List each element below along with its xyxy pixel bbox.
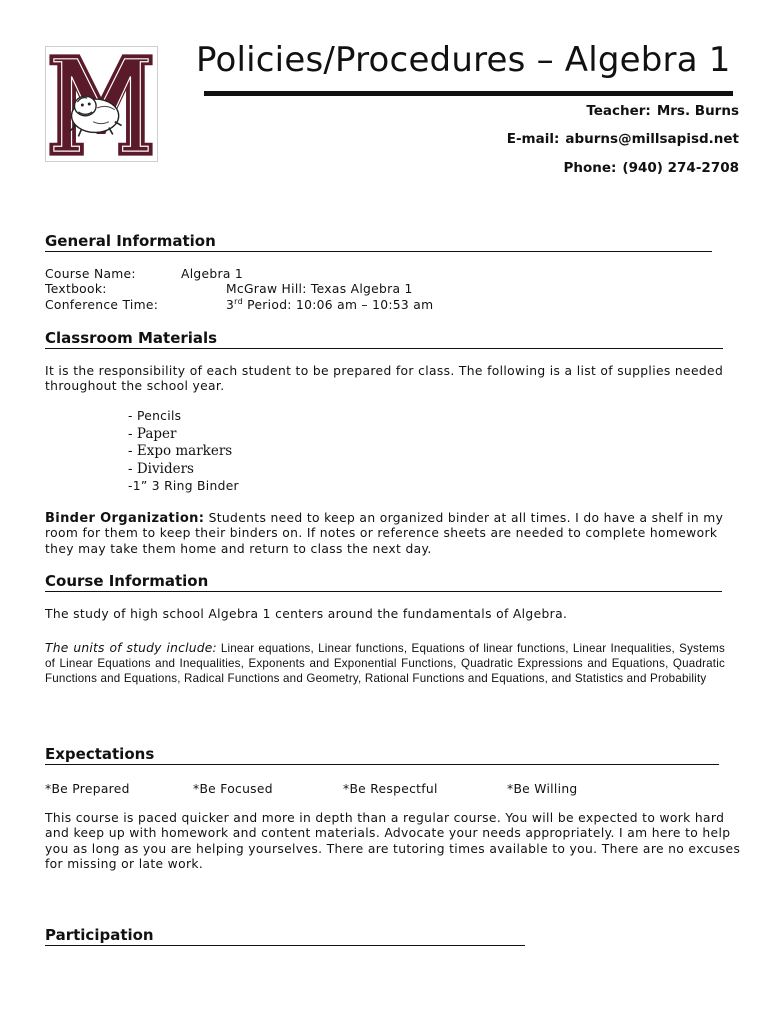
- binder-organization-label: Binder Organization:: [45, 511, 205, 526]
- units-of-study: [45, 641, 725, 686]
- school-logo: [45, 46, 158, 162]
- phone-label: Phone:: [563, 160, 617, 176]
- title-underline: [204, 91, 733, 96]
- classroom-materials-heading: [45, 330, 723, 349]
- expectation-item: *Be Willing: [507, 782, 578, 796]
- expectation-item: *Be Respectful: [343, 782, 438, 796]
- textbook-value: McGraw Hill: Texas Algebra 1: [226, 282, 413, 296]
- general-information-heading-text: General Information: [45, 232, 216, 250]
- binder-line-1: [45, 511, 723, 527]
- email-label: E-mail:: [506, 131, 560, 147]
- conference-label: Conference Time:: [45, 298, 159, 312]
- teacher-line: [586, 103, 739, 119]
- course-information-heading: [45, 573, 722, 592]
- expectations-paragraph-line-3: you as long as you are helping yourselves. There are tutoring times available to you. There are no excuses: [45, 842, 741, 856]
- expectations-paragraph-line-2: and keep up with homework and content materials. Advocate your needs appropriately. I am here to help: [45, 826, 731, 840]
- supply-item: - Paper: [128, 426, 177, 442]
- supply-item: - Expo markers: [128, 443, 233, 459]
- supply-item: - Dividers: [128, 461, 194, 477]
- supply-item: -1” 3 Ring Binder: [128, 479, 239, 493]
- course-information-heading-text: Course Information: [45, 572, 209, 590]
- m-bulldog-logo-icon: [46, 47, 157, 161]
- expectations-paragraph-line-4: for missing or late work.: [45, 857, 204, 871]
- expectations-heading: [45, 746, 719, 765]
- course-name-label: Course Name:: [45, 267, 136, 281]
- units-lead: The units of study include:: [45, 641, 217, 655]
- phone-number: (940) 274-2708: [622, 160, 739, 176]
- materials-intro-line-1: It is the responsibility of each student to be prepared for class. The following is a list of supplies needed: [45, 364, 724, 378]
- page-title: Policies/Procedures – Algebra 1: [196, 40, 731, 80]
- email-address[interactable]: aburns@millsapisd.net: [565, 131, 739, 147]
- participation-heading-text: Participation: [45, 926, 154, 944]
- binder-line-3: they may take them home and return to class the next day.: [45, 542, 432, 556]
- supply-item: - Pencils: [128, 409, 182, 423]
- conference-period-suffix: rd: [234, 296, 243, 306]
- binder-text-1: Students need to keep an organized binder at all times. I do have a shelf in my: [204, 511, 724, 525]
- email-line: [507, 131, 739, 147]
- classroom-materials-heading-text: Classroom Materials: [45, 329, 218, 347]
- textbook-label: Textbook:: [45, 282, 107, 296]
- teacher-label: Teacher:: [586, 103, 651, 119]
- conference-value: [226, 298, 433, 312]
- teacher-name: Mrs. Burns: [656, 103, 739, 119]
- expectation-item: *Be Focused: [193, 782, 273, 796]
- conference-period-number: 3: [226, 298, 235, 312]
- units-list: Linear equations, Linear functions, Equations of linear functions, Linear Inequalities, Systems of Linear Equations and Inequalities, Exponents and Exponential Functions, Quadratic Expressions and Equations, Quadratic Functions and Equations, Radical Functions and Geometry, Rational Functions and Equations, and Statistics and Probability: [45, 642, 725, 685]
- participation-heading: [45, 927, 525, 946]
- course-intro: The study of high school Algebra 1 centers around the fundamentals of Algebra.: [45, 607, 568, 621]
- expectation-item: *Be Prepared: [45, 782, 130, 796]
- conference-period-time: Period: 10:06 am – 10:53 am: [242, 298, 434, 312]
- materials-intro-line-2: throughout the school year.: [45, 379, 225, 393]
- binder-line-2: room for them to keep their binders on. If notes or reference sheets are needed to complete homework: [45, 526, 718, 540]
- phone-line: [563, 160, 739, 176]
- expectations-paragraph-line-1: This course is paced quicker and more in depth than a regular course. You will be expected to work hard: [45, 811, 725, 825]
- general-information-heading: [45, 233, 712, 252]
- expectations-heading-text: Expectations: [45, 745, 155, 763]
- course-name-value: Algebra 1: [181, 267, 244, 281]
